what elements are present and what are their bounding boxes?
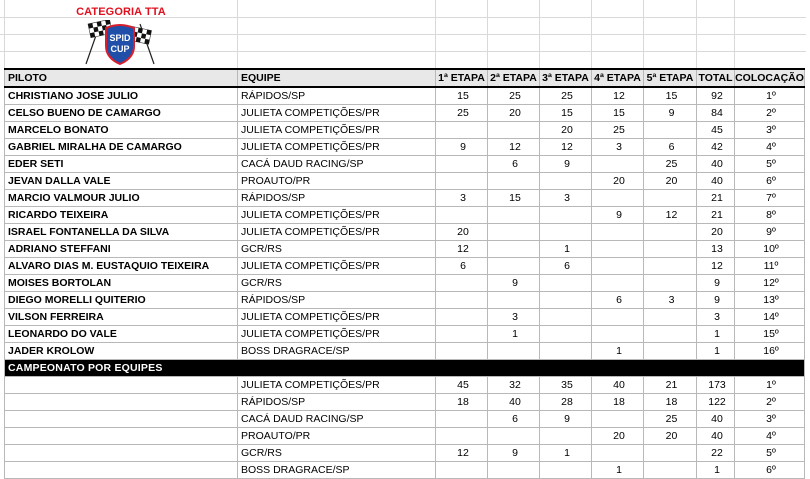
cell-total: 84 [697,105,735,122]
cell-e4: 40 [592,377,644,394]
cell-e2 [488,207,540,224]
cell-e1 [436,309,488,326]
cell-pos: 9º [735,224,805,241]
cell-e4: 25 [592,122,644,139]
cell-e3: 9 [540,411,592,428]
cell-e5 [644,190,697,207]
cell-e2 [488,258,540,275]
cell-e1: 12 [436,241,488,258]
cell-e2 [488,343,540,360]
cell-e2: 25 [488,87,540,105]
table-row [5,258,805,275]
cell-e4: 12 [592,87,644,105]
cell-e5: 6 [644,139,697,156]
cell-total: 92 [697,87,735,105]
cell-equipe: GCR/RS [238,445,436,462]
cell-total: 3 [697,309,735,326]
table-row [5,173,805,190]
cell-e2: 9 [488,445,540,462]
cell-e4 [592,275,644,292]
cell-pos: 7º [735,190,805,207]
cell-total: 1 [697,462,735,479]
table-row [5,343,805,360]
cell-e3 [540,309,592,326]
cell-e2 [488,292,540,309]
driver-standings [5,87,805,360]
cell-e1 [436,326,488,343]
cell-equipe: JULIETA COMPETIÇÕES/PR [238,326,436,343]
table-row [5,292,805,309]
cell-pos: 12º [735,275,805,292]
table-row [5,309,805,326]
cell-equipe: RÁPIDOS/SP [238,292,436,309]
cell-piloto: EDER SETI [5,156,238,173]
table-row [5,326,805,343]
cell-e5: 3 [644,292,697,309]
cell-e4: 9 [592,207,644,224]
cell-piloto: JADER KROLOW [5,343,238,360]
cell-e3 [540,326,592,343]
column-header-equipe: EQUIPE [238,69,436,87]
cell-total: 40 [697,411,735,428]
cell-equipe: JULIETA COMPETIÇÕES/PR [238,105,436,122]
table-row [5,241,805,258]
cell-total: 1 [697,326,735,343]
cell-e1 [436,428,488,445]
cell-total: 40 [697,156,735,173]
column-header-total: TOTAL [697,69,735,87]
cell-pos: 14º [735,309,805,326]
cell-e5 [644,326,697,343]
cell-piloto: ADRIANO STEFFANI [5,241,238,258]
cell-e1 [436,122,488,139]
cell-equipe: RÁPIDOS/SP [238,394,436,411]
cell-piloto [5,411,238,428]
cell-pos: 11º [735,258,805,275]
table-row [5,275,805,292]
cell-pos: 1º [735,87,805,105]
cell-e5: 15 [644,87,697,105]
cell-equipe: JULIETA COMPETIÇÕES/PR [238,122,436,139]
cell-e3 [540,343,592,360]
cell-equipe: PROAUTO/PR [238,428,436,445]
spid-cup-logo [80,20,160,66]
table-row [5,377,805,394]
cell-pos: 4º [735,428,805,445]
cell-pos: 16º [735,343,805,360]
cell-e1 [436,207,488,224]
cell-e5 [644,122,697,139]
cell-piloto [5,428,238,445]
cell-equipe: PROAUTO/PR [238,173,436,190]
table-row [5,139,805,156]
cell-total: 12 [697,258,735,275]
cell-e1: 12 [436,445,488,462]
cell-pos: 3º [735,411,805,428]
cell-e4: 20 [592,428,644,445]
cell-total: 45 [697,122,735,139]
cell-e3 [540,428,592,445]
cell-pos: 2º [735,105,805,122]
column-header-etapa-3: 3ª ETAPA [540,69,592,87]
cell-e4 [592,309,644,326]
cell-e5 [644,275,697,292]
cell-total: 40 [697,428,735,445]
cell-piloto: CHRISTIANO JOSE JULIO [5,87,238,105]
cell-total: 21 [697,190,735,207]
cell-piloto [5,394,238,411]
cell-e2: 20 [488,105,540,122]
table-row [5,122,805,139]
table-row [5,428,805,445]
cell-piloto: ISRAEL FONTANELLA DA SILVA [5,224,238,241]
cell-e1 [436,173,488,190]
cell-total: 1 [697,343,735,360]
cell-piloto: MARCIO VALMOUR JULIO [5,190,238,207]
cell-e5: 12 [644,207,697,224]
cell-e1 [436,275,488,292]
cell-e5 [644,241,697,258]
cell-equipe: JULIETA COMPETIÇÕES/PR [238,258,436,275]
cell-equipe: JULIETA COMPETIÇÕES/PR [238,224,436,241]
cell-e3: 15 [540,105,592,122]
cell-e2: 12 [488,139,540,156]
cell-e1: 45 [436,377,488,394]
team-standings [5,377,805,479]
cell-total: 13 [697,241,735,258]
column-header-etapa-5: 5ª ETAPA [644,69,697,87]
cell-pos: 1º [735,377,805,394]
cell-e4: 20 [592,173,644,190]
cell-e3: 1 [540,445,592,462]
cell-piloto: GABRIEL MIRALHA DE CAMARGO [5,139,238,156]
cell-total: 21 [697,207,735,224]
cell-piloto: MARCELO BONATO [5,122,238,139]
table-row [5,394,805,411]
cell-e5: 20 [644,428,697,445]
cell-piloto [5,377,238,394]
cell-e1: 3 [436,190,488,207]
cell-e1: 6 [436,258,488,275]
cell-e2: 1 [488,326,540,343]
cell-equipe: RÁPIDOS/SP [238,87,436,105]
logo-text-top: SPID [109,33,131,43]
cell-piloto: MOISES BORTOLAN [5,275,238,292]
cell-e4: 1 [592,462,644,479]
cell-e3: 12 [540,139,592,156]
cell-e1: 18 [436,394,488,411]
cell-e5: 20 [644,173,697,190]
cell-pos: 10º [735,241,805,258]
cell-e3 [540,462,592,479]
cell-e3 [540,292,592,309]
cell-e4 [592,411,644,428]
cell-equipe: GCR/RS [238,241,436,258]
cell-pos: 8º [735,207,805,224]
cell-total: 42 [697,139,735,156]
table-row [5,156,805,173]
cell-equipe: BOSS DRAGRACE/SP [238,462,436,479]
results-table [4,68,805,479]
cell-pos: 6º [735,173,805,190]
cell-e3: 20 [540,122,592,139]
cell-e2 [488,462,540,479]
table-row [5,224,805,241]
cell-e2: 40 [488,394,540,411]
cell-equipe: GCR/RS [238,275,436,292]
cell-e4: 1 [592,343,644,360]
cell-e3 [540,173,592,190]
cell-e5 [644,343,697,360]
cell-e3: 1 [540,241,592,258]
cell-piloto: VILSON FERREIRA [5,309,238,326]
cell-e2 [488,224,540,241]
cell-e1 [436,292,488,309]
cell-e2 [488,173,540,190]
cell-e3 [540,275,592,292]
cell-total: 122 [697,394,735,411]
cell-e1 [436,411,488,428]
cell-e4 [592,190,644,207]
cell-e2 [488,241,540,258]
cell-e4 [592,241,644,258]
cell-equipe: JULIETA COMPETIÇÕES/PR [238,377,436,394]
cell-e3 [540,224,592,241]
cell-equipe: JULIETA COMPETIÇÕES/PR [238,207,436,224]
cell-e5 [644,462,697,479]
cell-e1: 9 [436,139,488,156]
table-row [5,105,805,122]
cell-pos: 3º [735,122,805,139]
table-header-row [5,69,805,87]
cell-e2 [488,122,540,139]
cell-e2: 3 [488,309,540,326]
teams-section-header [5,360,805,377]
cell-pos: 2º [735,394,805,411]
column-header-etapa-1: 1ª ETAPA [436,69,488,87]
cell-e5: 25 [644,156,697,173]
cell-e5: 9 [644,105,697,122]
cell-e2 [488,428,540,445]
cell-e5 [644,309,697,326]
table-row [5,462,805,479]
cell-pos: 5º [735,445,805,462]
cell-e2: 9 [488,275,540,292]
cell-piloto: RICARDO TEIXEIRA [5,207,238,224]
cell-total: 20 [697,224,735,241]
cell-total: 173 [697,377,735,394]
cell-e1 [436,343,488,360]
cell-e4 [592,258,644,275]
table-row [5,411,805,428]
cell-e3: 28 [540,394,592,411]
cell-e3: 3 [540,190,592,207]
cell-equipe: CACÁ DAUD RACING/SP [238,411,436,428]
cell-e4: 18 [592,394,644,411]
column-header-etapa-2: 2ª ETAPA [488,69,540,87]
cell-e4 [592,156,644,173]
cell-total: 9 [697,275,735,292]
logo-text-bottom: CUP [110,44,130,54]
cell-equipe: RÁPIDOS/SP [238,190,436,207]
cell-e1: 20 [436,224,488,241]
column-header-etapa-4: 4ª ETAPA [592,69,644,87]
cell-equipe: BOSS DRAGRACE/SP [238,343,436,360]
cell-total: 9 [697,292,735,309]
cell-e5 [644,258,697,275]
table-row [5,87,805,105]
cell-equipe: CACÁ DAUD RACING/SP [238,156,436,173]
cell-e4: 15 [592,105,644,122]
cell-pos: 13º [735,292,805,309]
cell-e2: 32 [488,377,540,394]
cell-piloto: JEVAN DALLA VALE [5,173,238,190]
table-row [5,190,805,207]
table-row [5,207,805,224]
cell-e1 [436,156,488,173]
column-header-colocacao: COLOCAÇÃO [735,69,805,87]
cell-e4 [592,224,644,241]
cell-pos: 5º [735,156,805,173]
cell-e4 [592,326,644,343]
cell-e2: 6 [488,411,540,428]
cell-e5: 21 [644,377,697,394]
cell-e3 [540,207,592,224]
cell-e3: 6 [540,258,592,275]
cell-e3: 25 [540,87,592,105]
cell-e1: 15 [436,87,488,105]
cell-e2: 15 [488,190,540,207]
cell-e3: 9 [540,156,592,173]
cell-e1: 25 [436,105,488,122]
cell-piloto: LEONARDO DO VALE [5,326,238,343]
cell-piloto: DIEGO MORELLI QUITERIO [5,292,238,309]
cell-e3: 35 [540,377,592,394]
cell-total: 22 [697,445,735,462]
cell-e5 [644,224,697,241]
teams-section-title: CAMPEONATO POR EQUIPES [5,360,805,377]
column-header-piloto: PILOTO [5,69,238,87]
cell-equipe: JULIETA COMPETIÇÕES/PR [238,309,436,326]
cell-pos: 15º [735,326,805,343]
cell-total: 40 [697,173,735,190]
cell-pos: 6º [735,462,805,479]
cell-equipe: JULIETA COMPETIÇÕES/PR [238,139,436,156]
cell-piloto [5,462,238,479]
category-title: CATEGORIA TTA [76,6,166,18]
cell-piloto: ALVARO DIAS M. EUSTAQUIO TEIXEIRA [5,258,238,275]
cell-e1 [436,462,488,479]
cell-e5: 18 [644,394,697,411]
cell-piloto: CELSO BUENO DE CAMARGO [5,105,238,122]
cell-e5: 25 [644,411,697,428]
cell-e4: 6 [592,292,644,309]
cell-pos: 4º [735,139,805,156]
cell-e4: 3 [592,139,644,156]
cell-e2: 6 [488,156,540,173]
